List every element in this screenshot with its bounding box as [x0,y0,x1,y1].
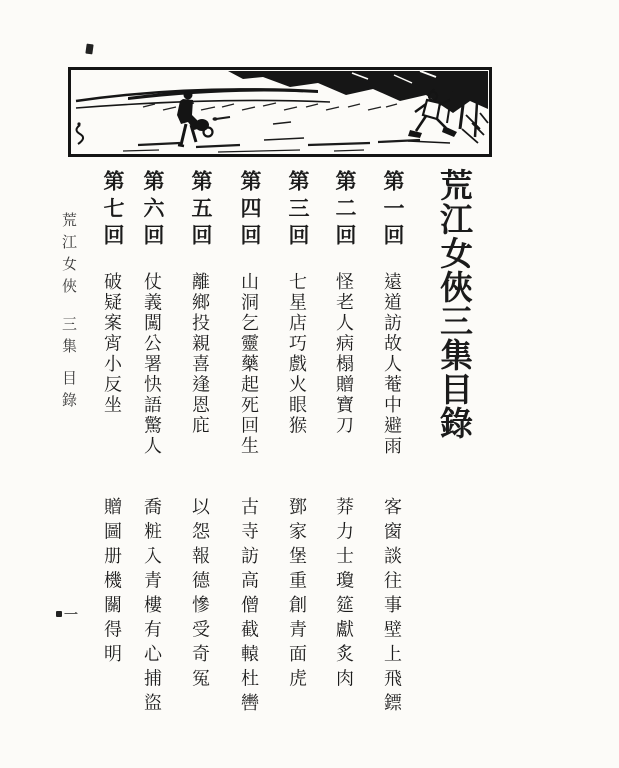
chapter-title-line1: 離鄉投親喜逢恩庇 [190,272,210,436]
page-number [56,604,78,624]
chapter-title-line2: 鄧家堡重創青面虎 [287,497,307,693]
chapter-title-line1: 破疑案宵小反坐 [102,272,122,416]
chapter-entry-1 [378,0,408,768]
chapter-number: 第七回 [101,170,125,251]
chapter-title-line1: 仗義闖公署快語驚人 [142,272,162,457]
page-number-text: 一 [64,609,78,621]
chapter-number: 第六回 [141,170,165,251]
ink-smudge [85,44,93,55]
chapter-title-line2: 以怨報德慘受奇冤 [190,497,210,693]
chapter-title-line2: 贈圖册機關得明 [102,497,122,669]
chapter-entry-3 [283,0,313,768]
chapter-title-line1: 山洞乞靈藥起死回生 [239,272,259,457]
chapter-title-line2: 古寺訪高僧截轅杜轡 [239,497,259,718]
woodcut-landscape-image [68,67,492,157]
chapter-title-line2: 客窗談往事壁上飛鏢 [382,497,402,718]
chapter-number: 第三回 [286,170,310,251]
chapter-title-line2: 莽力士瓊筵獻炙肉 [334,497,354,693]
chapter-entry-7 [98,0,128,768]
artist-mark-dot [77,122,80,125]
chapter-number: 第二回 [333,170,357,251]
chapter-title-line1: 七星店巧戲火眼猴 [287,272,307,436]
chapter-number: 第五回 [189,170,213,251]
running-title [58,212,79,414]
chapter-number: 第四回 [238,170,262,251]
chapter-entry-5 [186,0,216,768]
running-title-book: 荒江女俠 [60,212,76,300]
header-illustration [68,67,492,157]
chapter-entry-6 [138,0,168,768]
page-number-ornament [56,611,62,617]
chapter-entry-4 [235,0,265,768]
chapter-title-line1: 遠道訪故人菴中避雨 [382,272,402,457]
chapter-entry-2 [330,0,360,768]
toc-page-title: 荒江女俠三集目錄 [435,168,471,440]
running-title-section: 目錄 [60,370,76,414]
running-title-volume: 三集 [60,316,76,360]
chapter-number: 第一回 [381,170,405,251]
chapter-title-line1: 怪老人病榻贈寶刀 [334,272,354,436]
chapter-title-line2: 喬粧入青樓有心捕盜 [142,497,162,718]
